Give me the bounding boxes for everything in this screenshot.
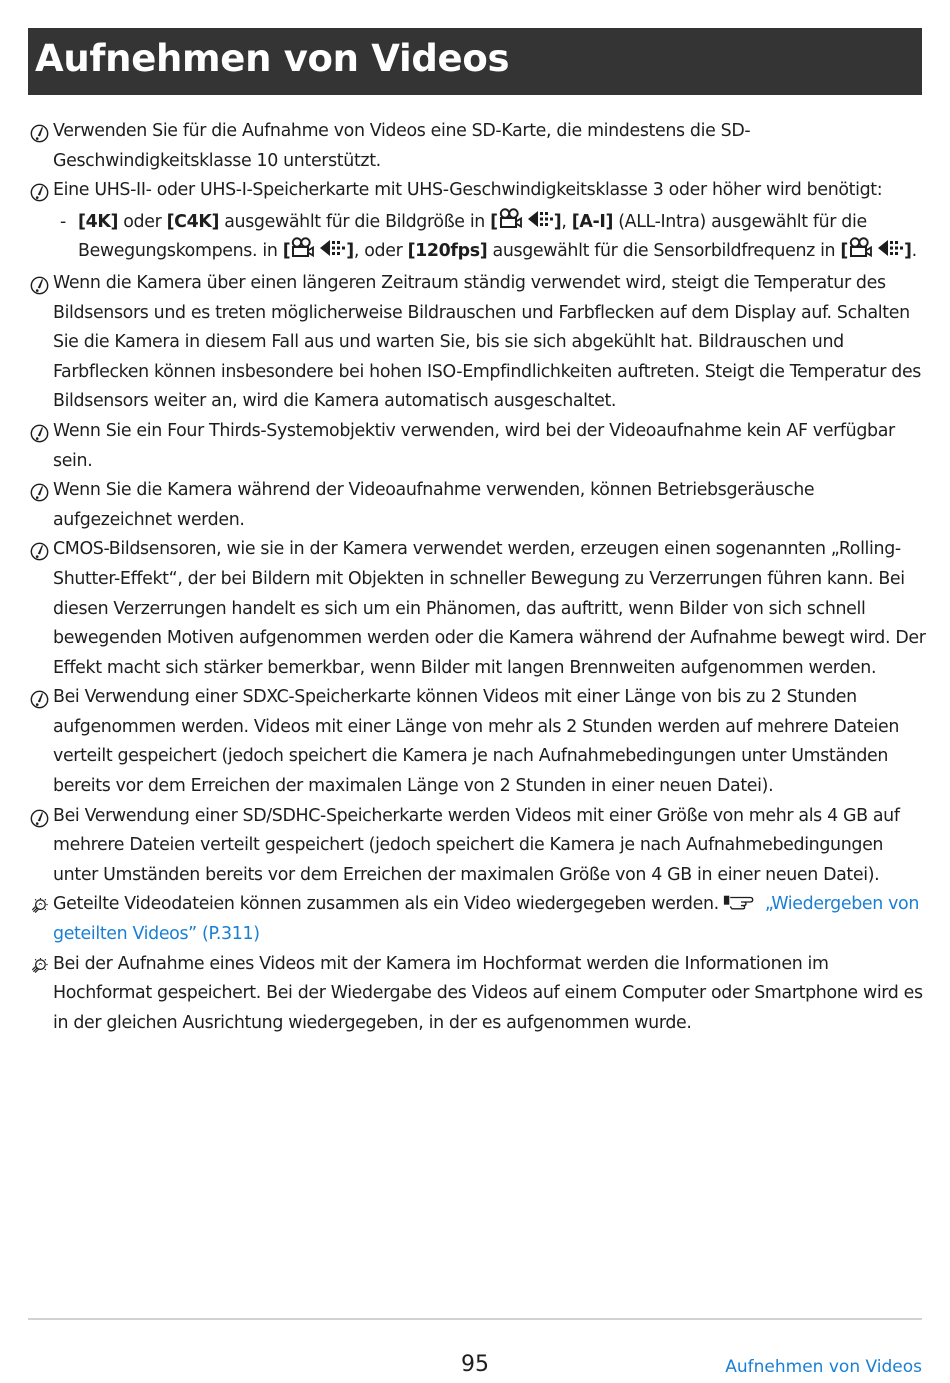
note-text: Geteilte Videodateien können zusammen als ein Video wiedergegeben werden. <box>53 894 719 915</box>
sub-list-item: - [4K] oder [C4K] ausgewählt für die Bildgröße in [ ], [A-I] (ALL-Intra) ausgewählt für die Bewegungskompens. in [ ], oder [120fps] ausgewählt für die Sensorbildfrequenz in [ ]. <box>28 208 928 267</box>
list-item <box>28 683 928 801</box>
list-item <box>28 476 928 535</box>
caution-icon <box>30 124 49 143</box>
list-item <box>28 417 928 476</box>
page-header <box>28 28 922 95</box>
list-item <box>28 890 928 949</box>
caution-icon <box>30 483 49 502</box>
caution-icon <box>30 424 49 443</box>
list-item <box>28 269 928 417</box>
setting-120fps: [120fps] <box>407 241 488 262</box>
caution-icon <box>30 183 49 202</box>
note-text: Wenn Sie die Kamera während der Videoaufnahme verwenden, können Betriebsgeräusche aufgezeichnet werden. <box>53 480 815 530</box>
page-title: Aufnehmen von Videos <box>35 37 510 80</box>
note-text: Wenn Sie ein Four Thirds-Systemobjektiv verwenden, wird bei der Videoaufnahme kein AF verfügbar sein. <box>53 420 895 471</box>
page-number: 95 <box>461 1352 489 1377</box>
reference-hand-icon <box>723 893 759 911</box>
note-text: Eine UHS-II- oder UHS-I-Speicherkarte mit UHS-Geschwindigkeitsklasse 3 oder höher wird benötigt: <box>53 180 883 201</box>
notes-list <box>28 117 928 1038</box>
video-menu-icon <box>848 237 904 259</box>
tip-icon <box>30 957 49 976</box>
note-text: CMOS-Bildsensoren, wie sie in der Kamera verwendet werden, erzeugen einen sogenannten „Rolling-Shutter-Effekt“, der bei Bildern mit Objekten in schneller Bewegung zu Verzerrungen führen kann. Bei diesen Verzerrungen handelt es sich um ein Phänomen, das auftritt, wenn Bilder von sich schnell bewegenden Motiven aufgenommen werden oder die Kamera während der Aufnahme bewegt wird. Der Effekt macht sich stärker bemerkbar, wenn Bilder mit langen Brennweiten aufgenommen werden. <box>53 539 926 678</box>
footer-divider <box>28 1318 922 1320</box>
note-text: Bei der Aufnahme eines Videos mit der Kamera im Hochformat werden die Informationen im Hochformat gespeichert. Bei der Wiedergabe des Videos auf einem Computer oder Smartphone wird es in der gleichen Ausrichtung wiedergegeben, in der es aufgenommen wurde. <box>53 953 923 1033</box>
list-item <box>28 802 928 891</box>
note-text: Bei Verwendung einer SD/SDHC-Speicherkarte werden Videos mit einer Größe von mehr als 4 GB auf mehrere Dateien verteilt gespeichert (jedoch speichert die Kamera je nach Aufnahmebedingungen unter Umständen bereits vor dem Erreichen der maximalen Größe von 4 GB in einer neuen Datei). <box>53 805 900 885</box>
list-item <box>28 176 928 206</box>
list-item <box>28 950 928 1039</box>
video-menu-icon <box>498 208 554 230</box>
list-item <box>28 535 928 683</box>
note-text: Bei Verwendung einer SDXC-Speicherkarte können Videos mit einer Länge von bis zu 2 Stunden aufgenommen werden. Videos mit einer Länge von mehr als 2 Stunden werden auf mehrere Dateien verteilt gespeichert (jedoch speichert die Kamera je nach Aufnahmebedingungen unter Umständen bereits vor dem Erreichen der maximalen Länge von 2 Stunden in einer neuen Datei). <box>53 687 900 797</box>
caution-icon <box>30 276 49 295</box>
caution-icon <box>30 809 49 828</box>
caution-icon <box>30 542 49 561</box>
setting-4k: [4K] <box>78 211 119 232</box>
video-menu-icon <box>290 237 346 259</box>
caution-icon <box>30 690 49 709</box>
cross-reference-link[interactable]: „Wiedergeben von geteilten Videos” (P.311) <box>53 894 919 945</box>
note-text: Wenn die Kamera über einen längeren Zeitraum ständig verwendet wird, steigt die Temperatur des Bildsensors und es treten möglicherweise Bildrauschen und Farbflecken auf dem Display auf. Schalten Sie die Kamera in diesem Fall aus und warten Sie, bis sie sich abgekühlt hat. Bildrauschen und Farbflecken können insbesondere bei hohen ISO-Empfindlichkeiten auftreten. Steigt die Temperatur des Bildsensors weiter an, wird die Kamera automatisch ausgeschaltet. <box>53 272 922 412</box>
dash-marker: - <box>60 211 66 232</box>
setting-all-intra: [A-I] <box>571 211 614 232</box>
setting-c4k: [C4K] <box>166 211 220 232</box>
footer-section-link[interactable]: Aufnehmen von Videos <box>725 1357 922 1377</box>
tip-icon <box>30 897 49 916</box>
list-item <box>28 117 928 176</box>
note-text: Verwenden Sie für die Aufnahme von Videos eine SD-Karte, die mindestens die SD-Geschwindigkeitsklasse 10 unterstützt. <box>53 121 751 171</box>
